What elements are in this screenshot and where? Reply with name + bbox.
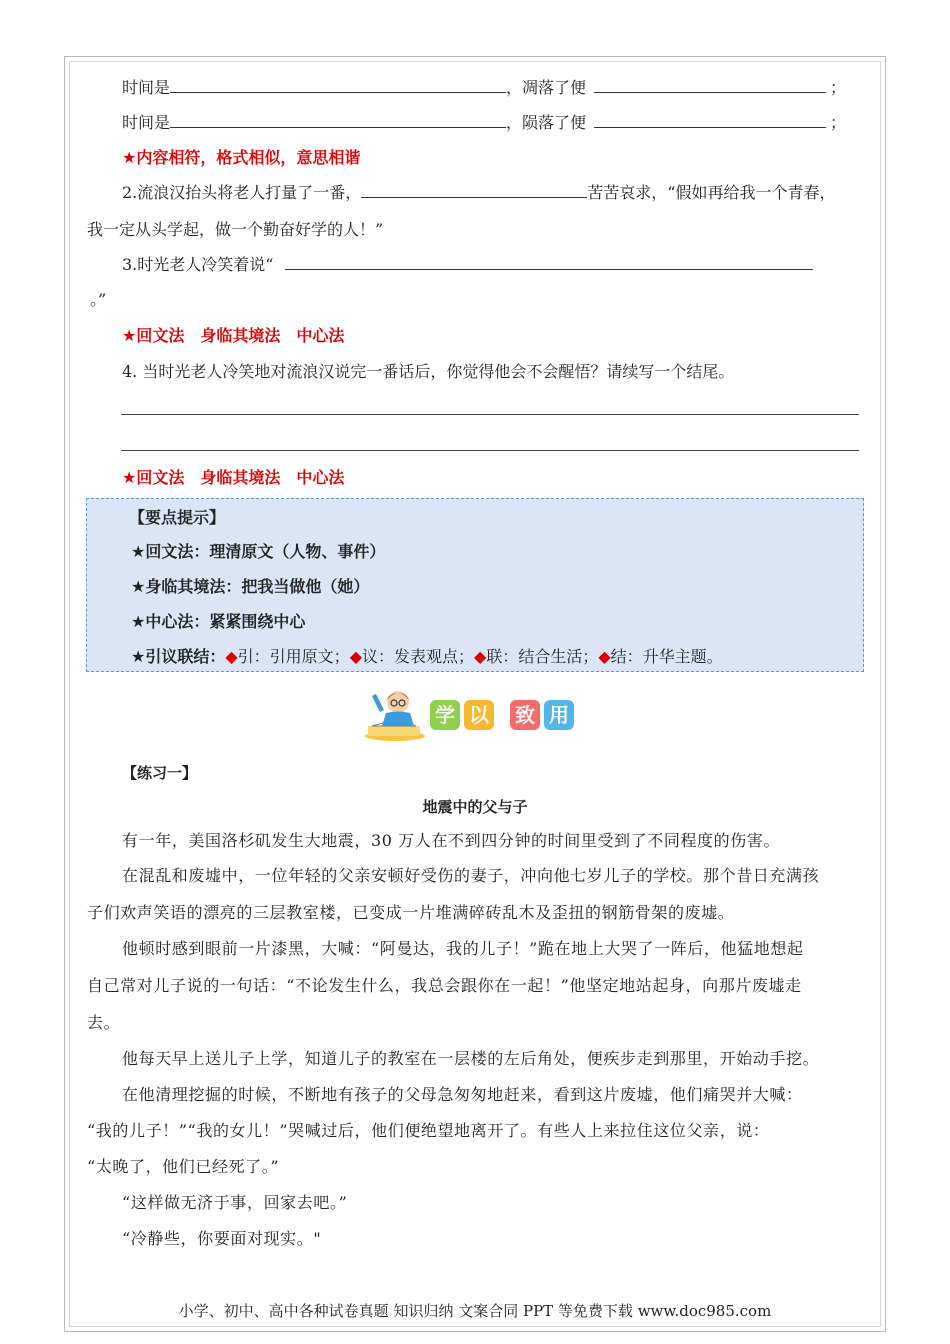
banner-char: 致 xyxy=(510,700,540,730)
answer-blank[interactable] xyxy=(594,78,826,93)
tip-item: 联：结合生活； xyxy=(486,647,599,666)
banner-char: 用 xyxy=(544,700,574,730)
tip-item: 议：发表观点； xyxy=(362,647,475,666)
question-3 xyxy=(122,255,813,275)
apply-learning-banner xyxy=(362,686,582,742)
story-title: 地震中的父与子 xyxy=(422,798,528,816)
answer-blank[interactable] xyxy=(361,183,587,198)
method-tip-1: ★内容相符，格式相似，意思相谐 xyxy=(122,148,361,167)
question-4: 4. 当时光老人冷笑地对流浪汉说完一番话后，你觉得他会不会醒悟？请续写一个结尾。 xyxy=(122,362,735,381)
story-paragraph: 在混乱和废墟中，一位年轻的父亲安顿好受伤的妻子，冲向他七岁儿子的学校。那个昔日充满孩 xyxy=(122,866,820,885)
q3-prefix: 3.时光老人冷笑着说“ xyxy=(122,255,274,274)
question-2-cont: 我一定从头学起，做一个勤奋好学的人！” xyxy=(87,220,384,239)
question-2 xyxy=(122,183,835,203)
line-end: ； xyxy=(830,113,847,132)
tip-cite-discuss xyxy=(131,644,723,667)
line-end: ； xyxy=(830,78,847,97)
banner-char: 学 xyxy=(430,700,460,730)
story-paragraph: “这样做无济于事，回家去吧。” xyxy=(122,1193,348,1212)
story-paragraph: 他每天早上送儿子上学，知道儿子的教室在一层楼的左后角处，便疾步走到那里，开始动手挖。 xyxy=(122,1049,820,1068)
diamond-icon: ◆ xyxy=(598,647,611,666)
answer-blank[interactable] xyxy=(170,113,506,128)
banner-char: 以 xyxy=(464,700,494,730)
story-paragraph: “冷静些，你要面对现实。" xyxy=(122,1229,322,1248)
diamond-icon: ◆ xyxy=(349,647,362,666)
diamond-icon: ◆ xyxy=(225,647,238,666)
question-3-close: 。” xyxy=(90,290,107,309)
story-paragraph: 他顿时感到眼前一片漆黑，大喊：“阿曼达，我的儿子！”跪在地上大哭了一阵后，他猛地想起 xyxy=(122,939,804,958)
line-prefix: 时间是 xyxy=(122,113,171,132)
story-paragraph-cont: “我的儿子！”“我的女儿！”哭喊过后，他们便绝望地离开了。有些人上来拉住这位父亲，说： xyxy=(87,1121,770,1140)
story-paragraph-cont: 自己常对儿子说的一句话：“不论发生什么，我总会跟你在一起！”他坚定地站起身，向那片废墟走 xyxy=(87,976,802,995)
student-reading-icon xyxy=(362,686,428,742)
answer-line[interactable] xyxy=(121,450,859,451)
tip-immersion-method: ★身临其境法：把我当做他（她） xyxy=(131,577,370,596)
key-tips-box xyxy=(86,498,864,672)
answer-blank[interactable] xyxy=(285,255,813,270)
tip-item: 结：升华主题。 xyxy=(610,647,723,666)
line-mid: ，凋落了便 xyxy=(506,78,587,97)
story-paragraph: 有一年，美国洛杉矶发生大地震，30 万人在不到四分钟的时间里受到了不同程度的伤害。 xyxy=(122,831,781,850)
tip-echo-method: ★回文法：理清原文（人物、事件） xyxy=(131,542,386,561)
exercise-label: 【练习一】 xyxy=(122,764,198,782)
q2-prefix: 2.流浪汉抬头将老人打量了一番， xyxy=(122,183,362,202)
tips-title: 【要点提示】 xyxy=(129,508,226,527)
q2-suffix: 苦苦哀求，“假如再给我一个青春， xyxy=(587,183,836,202)
tip-label: ★引议联结： xyxy=(131,647,226,666)
story-paragraph-cont: 去。 xyxy=(87,1013,121,1032)
tip-center-method: ★中心法：紧紧围绕中心 xyxy=(131,612,306,631)
method-tip-2: ★回文法 身临其境法 中心法 xyxy=(122,326,345,345)
fill-line-1 xyxy=(122,78,846,98)
method-tip-3: ★回文法 身临其境法 中心法 xyxy=(122,468,345,487)
fill-line-2 xyxy=(122,113,846,133)
page-footer: 小学、初中、高中各种试卷真题 知识归纳 文案合同 PPT 等免费下载 www.doc985.com xyxy=(178,1302,772,1320)
line-mid: ，陨落了便 xyxy=(506,113,587,132)
story-paragraph: 在他清理挖掘的时候，不断地有孩子的父母急匆匆地赶来，看到这片废墟，他们痛哭并大喊： xyxy=(122,1085,803,1104)
story-paragraph-cont: 子们欢声笑语的漂亮的三层教室楼，已变成一片堆满碎砖乱木及歪扭的钢筋骨架的废墟。 xyxy=(87,903,735,922)
diamond-icon: ◆ xyxy=(474,647,487,666)
answer-blank[interactable] xyxy=(594,113,826,128)
tip-item: 引：引用原文； xyxy=(237,647,350,666)
story-paragraph-cont: “太晚了，他们已经死了。” xyxy=(87,1157,280,1176)
answer-line[interactable] xyxy=(121,414,859,415)
answer-blank[interactable] xyxy=(170,78,506,93)
line-prefix: 时间是 xyxy=(122,78,171,97)
